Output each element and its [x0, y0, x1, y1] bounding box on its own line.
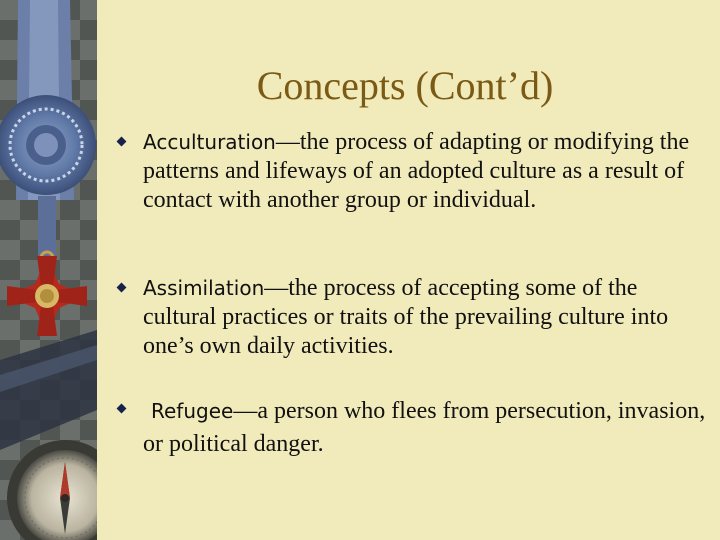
diamond-bullet-icon	[117, 404, 127, 414]
term-assimilation: Assimilation	[143, 276, 265, 300]
term-refugee: Refugee	[151, 399, 234, 423]
bullet-acculturation	[143, 128, 713, 215]
bullet-assimilation	[143, 274, 713, 361]
term-acculturation: Acculturation	[143, 130, 276, 154]
diamond-bullet-icon	[117, 137, 127, 147]
diamond-bullet-icon	[117, 283, 127, 293]
definition-acculturation: —the process of adapting or modifying the patterns and lifeways of an adopted culture as a result of contact with another group or individual.	[143, 129, 690, 213]
bullet-refugee	[143, 395, 713, 461]
definition-assimilation: —the process of accepting some of the cultural practices or traits of the prevailing culture into one’s own daily activities.	[143, 275, 669, 359]
definition-refugee: —a person who flees from persecution, invasion, or political danger.	[143, 398, 706, 457]
decorative-photo-medal-compass	[0, 0, 97, 540]
slide-title: Concepts (Cont’d)	[256, 63, 554, 108]
